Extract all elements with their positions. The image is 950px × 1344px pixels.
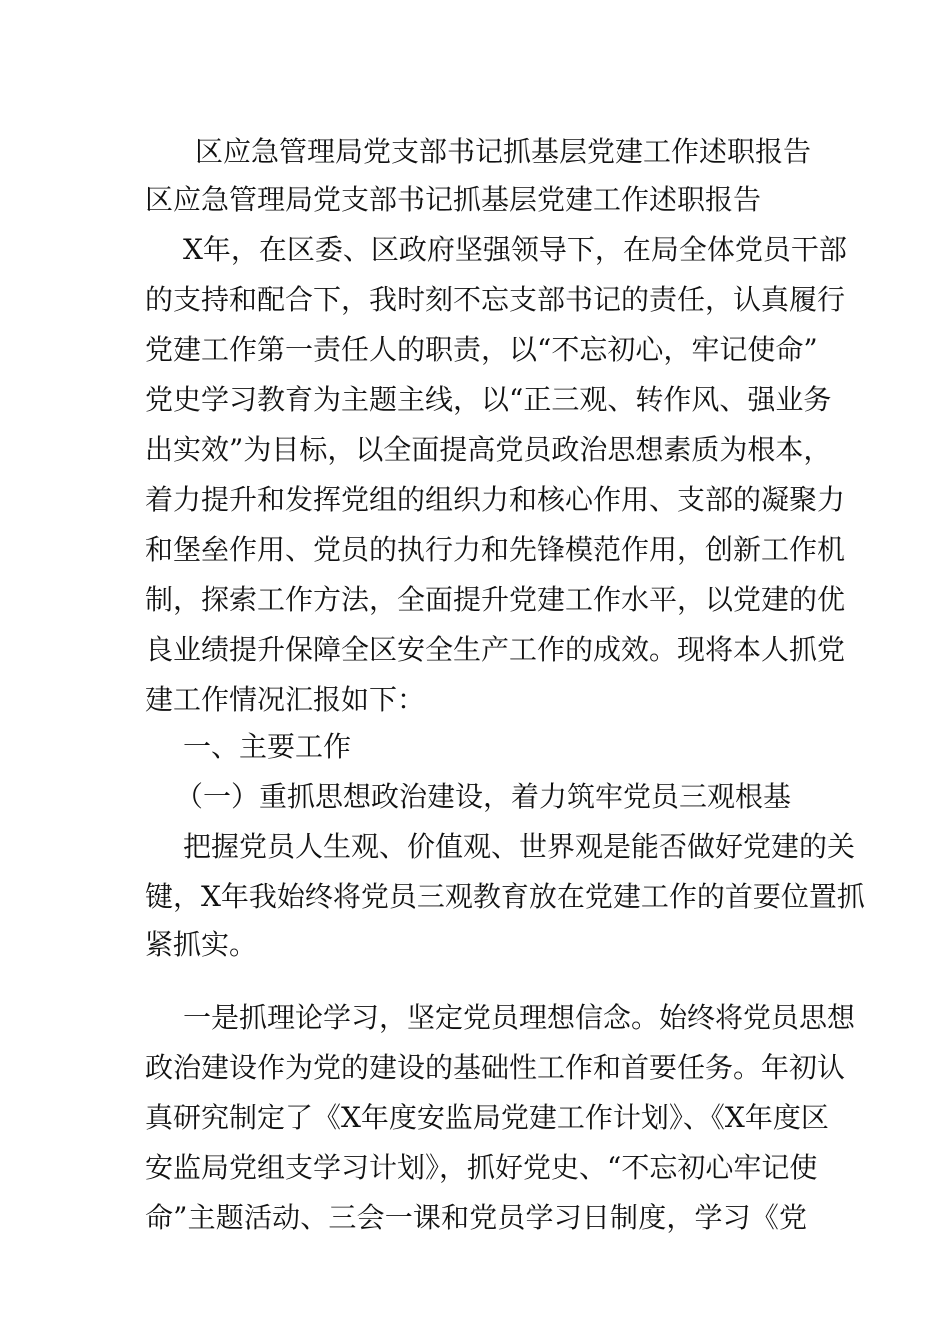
paragraph-line: 键，X年我始终将党员三观教育放在党建工作的首要位置抓 (145, 880, 865, 913)
paragraph-line: X年，在区委、区政府坚强领导下，在局全体党员干部 (183, 233, 847, 266)
paragraph-line: 党建工作第一责任人的职责，以“不忘初心，牢记使命” (145, 333, 818, 366)
paragraph-line: 的支持和配合下，我时刻不忘支部书记的责任，认真履行 (145, 283, 846, 316)
paragraph-line: 良业绩提升保障全区安全生产工作的成效。现将本人抓党 (145, 633, 846, 666)
paragraph-line: 安监局党组支学习计划》，抓好党史、“不忘初心牢记使 (145, 1151, 818, 1184)
paragraph-line: 紧抓实。 (145, 928, 258, 961)
section-heading: 一、主要工作 (183, 730, 352, 763)
paragraph-line: 建工作情况汇报如下： (145, 683, 426, 716)
paragraph-line: 一是抓理论学习，坚定党员理想信念。始终将党员思想 (183, 1001, 856, 1034)
paragraph-line: 制，探索工作方法，全面提升党建工作水平，以党建的优 (145, 583, 846, 616)
paragraph-line: 真研究制定了《X年度安监局党建工作计划》、《X年度区 (145, 1101, 829, 1134)
paragraph-line: 把握党员人生观、价值观、世界观是能否做好党建的关 (183, 830, 856, 863)
paragraph-line: 党史学习教育为主题主线，以“正三观、转作风、强业务 (145, 383, 832, 416)
paragraph-line: 政治建设作为党的建设的基础性工作和首要任务。年初认 (145, 1051, 846, 1084)
document-title-centered: 区应急管理局党支部书记抓基层党建工作述职报告 (195, 135, 812, 168)
paragraph-line: 和堡垒作用、党员的执行力和先锋模范作用，创新工作机 (145, 533, 846, 566)
paragraph-line: 出实效”为目标，以全面提高党员政治思想素质为根本， (145, 433, 832, 466)
paragraph-line: 着力提升和发挥党组的组织力和核心作用、支部的凝聚力 (145, 483, 846, 516)
paragraph-line: 命”主题活动、三会一课和党员学习日制度，学习《党 (145, 1201, 807, 1234)
document-title: 区应急管理局党支部书记抓基层党建工作述职报告 (145, 183, 762, 216)
subsection-heading: （一）重抓思想政治建设，着力筑牢党员三观根基 (175, 780, 792, 813)
